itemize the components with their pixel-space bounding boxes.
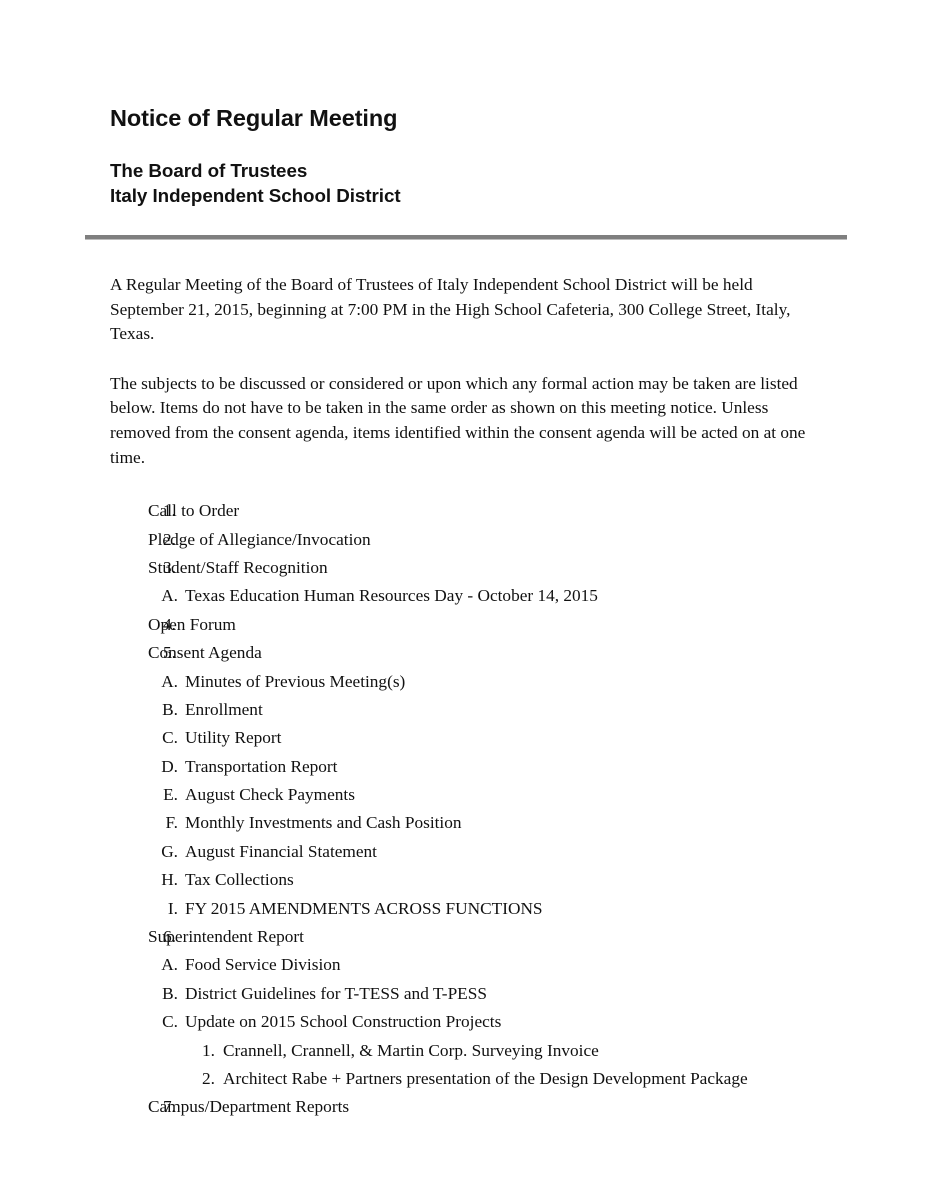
- agenda-item-label: Transportation Report: [185, 756, 338, 776]
- agenda-item-open-forum: [110, 614, 870, 635]
- agenda-item-label: Food Service Division: [185, 955, 341, 975]
- agenda-item-update-on-2015-school-construction-projects: [148, 1011, 870, 1089]
- agenda-item-label: August Check Payments: [185, 785, 355, 805]
- agenda-item-row: [148, 642, 870, 663]
- agenda-item-row: [185, 898, 870, 919]
- intro-paragraphs: [110, 273, 810, 470]
- agenda-item-label: Architect Rabe + Partners presentation of the Design Development Package: [223, 1068, 748, 1088]
- agenda-item-crannell-crannell-martin-corp-surveying-invo: [185, 1040, 870, 1061]
- agenda-item-row: [185, 812, 870, 833]
- page-title: Notice of Regular Meeting: [110, 105, 398, 131]
- agenda-item-row: [185, 756, 870, 777]
- agenda-item-row: [185, 784, 870, 805]
- agenda-list: [110, 500, 870, 1117]
- agenda-item-row: [148, 557, 870, 578]
- paragraph-subjects-notice: The subjects to be discussed or considered or upon which any formal action may be taken are listed below. Items do not have to be taken in the same order as shown on this meeting notice. Unless removed from the consent agenda, items identified within the consent agenda will be acted on at one time.: [110, 373, 806, 467]
- agenda-sublist: [148, 585, 870, 606]
- agenda-item-row: [148, 500, 870, 521]
- agenda-item-row: [185, 1011, 870, 1032]
- agenda-item-enrollment: [148, 699, 870, 720]
- subtitle-line-district: Italy Independent School District: [110, 185, 401, 206]
- agenda-item-superintendent-report: [110, 926, 870, 1089]
- agenda-item-label: Campus/Department Reports: [148, 1097, 350, 1117]
- agenda-item-district-guidelines-for-t-tess-and-t-pess: [148, 983, 870, 1004]
- agenda-item-label: Update on 2015 School Construction Projects: [185, 1012, 502, 1032]
- agenda-item-label: August Financial Statement: [185, 841, 377, 861]
- agenda-item-label: Consent Agenda: [148, 643, 262, 663]
- header-divider: [85, 235, 847, 240]
- agenda-item-label: Utility Report: [185, 728, 282, 748]
- agenda-item-label: Enrollment: [185, 699, 263, 719]
- agenda-item-label: FY 2015 AMENDMENTS ACROSS FUNCTIONS: [185, 898, 543, 918]
- agenda-item-row: [185, 869, 870, 890]
- agenda-item-monthly-investments-and-cash-position: [148, 812, 870, 833]
- document-subtitle: [110, 158, 847, 208]
- agenda-item-label: Pledge of Allegiance/Invocation: [148, 529, 371, 549]
- agenda-sublist: [148, 954, 870, 1089]
- agenda-item-row: [148, 926, 870, 947]
- agenda-item-row: [185, 671, 870, 692]
- agenda-item-row: [148, 1096, 870, 1117]
- agenda-item-label: District Guidelines for T-TESS and T-PESS: [185, 983, 487, 1003]
- agenda-item-tax-collections: [148, 869, 870, 890]
- agenda-item-label: Monthly Investments and Cash Position: [185, 813, 462, 833]
- agenda-sublist: [148, 671, 870, 919]
- agenda-item-consent-agenda: [110, 642, 870, 919]
- agenda-item-row: [223, 1068, 870, 1089]
- agenda-item-label: Tax Collections: [185, 870, 294, 890]
- agenda-item-student-staff-recognition: [110, 557, 870, 606]
- agenda-item-fy-2015-amendments-across-functions: [148, 898, 870, 919]
- agenda-item-row: [185, 983, 870, 1004]
- agenda-item-architect-rabe-partners-presentation-of-the-: [185, 1068, 870, 1089]
- agenda-item-row: [185, 699, 870, 720]
- divider-wrapper: [85, 235, 847, 240]
- agenda-item-label: Minutes of Previous Meeting(s): [185, 671, 406, 691]
- agenda-item-pledge-of-allegiance-invocation: [110, 529, 870, 550]
- agenda-item-label: Crannell, Crannell, & Martin Corp. Surveying Invoice: [223, 1040, 599, 1060]
- agenda-item-food-service-division: [148, 954, 870, 975]
- agenda-item-texas-education-human-resources-day-october-: [148, 585, 870, 606]
- agenda-item-row: [185, 585, 870, 606]
- agenda-item-label: Call to Order: [148, 501, 240, 521]
- subtitle-line-board: The Board of Trustees: [110, 160, 308, 181]
- agenda-item-august-check-payments: [148, 784, 870, 805]
- agenda-item-row: [148, 614, 870, 635]
- agenda-item-row: [148, 529, 870, 550]
- agenda-item-label: Open Forum: [148, 614, 236, 634]
- agenda-item-label: Superintendent Report: [148, 927, 304, 947]
- agenda-item-label: Texas Education Human Resources Day - October 14, 2015: [185, 586, 598, 606]
- agenda-item-row: [185, 954, 870, 975]
- agenda-item-minutes-of-previous-meeting-s: [148, 671, 870, 692]
- agenda-item-august-financial-statement: [148, 841, 870, 862]
- agenda-item-utility-report: [148, 727, 870, 748]
- agenda-item-row: [185, 841, 870, 862]
- agenda-item-transportation-report: [148, 756, 870, 777]
- agenda-sublist: [185, 1040, 870, 1089]
- agenda-item-label: Student/Staff Recognition: [148, 557, 328, 577]
- agenda-item-campus-department-reports: [110, 1096, 870, 1117]
- agenda-item-row: [185, 727, 870, 748]
- paragraph-meeting-details: A Regular Meeting of the Board of Trustees of Italy Independent School District will be held September 21, 2015, beginning at 7:00 PM in the High School Cafeteria, 300 College Street, Italy, Texas.: [110, 275, 791, 344]
- agenda-item-call-to-order: [110, 500, 870, 521]
- agenda-item-row: [223, 1040, 870, 1061]
